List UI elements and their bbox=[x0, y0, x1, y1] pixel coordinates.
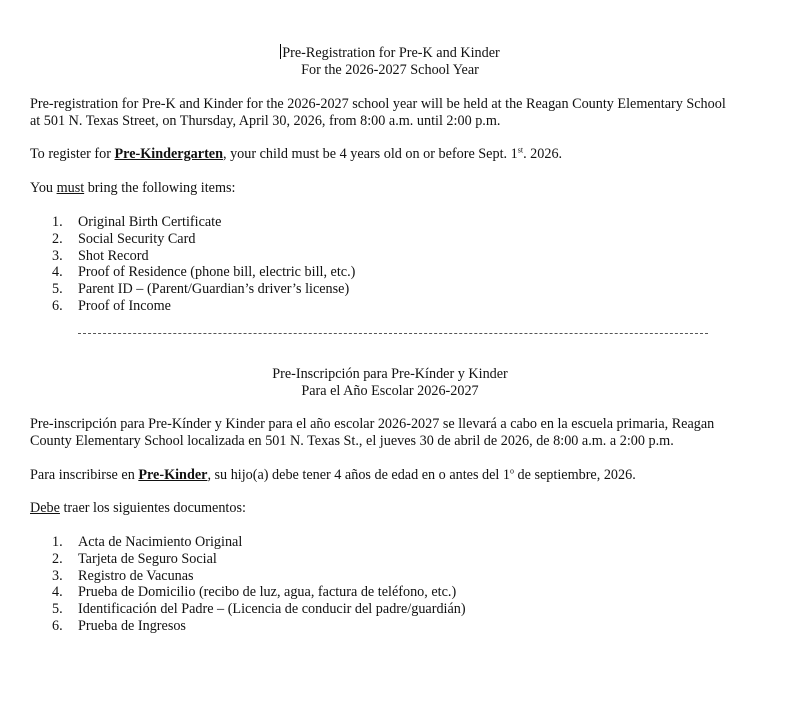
section-divider bbox=[78, 333, 708, 334]
spanish-items-list bbox=[52, 534, 466, 635]
list-item: 1. Acta de Nacimiento Original bbox=[52, 534, 243, 550]
english-items-list bbox=[52, 214, 355, 315]
english-subtitle: For the 2026-2027 School Year bbox=[301, 62, 479, 78]
age-superscript: o bbox=[510, 466, 514, 476]
spanish-bring-heading bbox=[30, 500, 790, 517]
age-middle: , su hijo(a) debe tener 4 años de edad en o antes del 1 bbox=[207, 467, 510, 483]
list-item: 3. Registro de Vacunas bbox=[52, 567, 194, 584]
list-item: 3. Shot Record bbox=[52, 247, 149, 264]
english-title bbox=[0, 44, 780, 62]
list-item: 5. Parent ID – (Parent/Guardian’s driver’s license) bbox=[52, 281, 350, 298]
spanish-intro bbox=[30, 416, 790, 450]
spanish-age-requirement bbox=[30, 467, 790, 484]
list-item: 5. Identificación del Padre – (Licencia de conducir del padre/guardián) bbox=[52, 601, 466, 618]
age-prefix: Para inscribirse en bbox=[30, 467, 139, 483]
spanish-title: Pre-Inscripción para Pre-Kínder y Kinder bbox=[272, 366, 508, 382]
age-prefix: To register for bbox=[30, 146, 115, 162]
age-middle: , your child must be 4 years old on or before Sept. 1 bbox=[222, 146, 518, 162]
age-suffix: . 2026. bbox=[523, 146, 563, 162]
list-item: 1. Original Birth Certificate bbox=[52, 214, 222, 230]
bring-prefix: You bbox=[30, 180, 57, 196]
english-title-line1: Pre-Registration for Pre-K and Kinder bbox=[282, 45, 500, 61]
age-superscript: st bbox=[517, 145, 524, 155]
spanish-intro-line1: Pre-inscripción para Pre-Kínder y Kinder para el año escolar 2026-2027 se llevará a cabo en la escuela primaria, Reagan bbox=[30, 416, 715, 432]
english-intro bbox=[30, 96, 790, 130]
must-underlined: must bbox=[56, 180, 85, 196]
debe-underlined: Debe bbox=[30, 500, 60, 516]
list-item: 6. Proof of Income bbox=[52, 297, 171, 314]
english-age-requirement bbox=[30, 146, 790, 163]
bring-suffix: traer los siguientes documentos: bbox=[59, 500, 246, 516]
list-item: 4. Proof of Residence (phone bill, electric bill, etc.) bbox=[52, 264, 356, 281]
english-bring-heading bbox=[30, 180, 790, 197]
english-intro-line2: at 501 N. Texas Street, on Thursday, April 30, 2026, from 8:00 a.m. until 2:00 p.m. bbox=[30, 113, 501, 129]
bring-suffix: bring the following items: bbox=[84, 180, 236, 196]
list-item: 6. Prueba de Ingresos bbox=[52, 617, 186, 634]
pre-kindergarten-label: Pre-Kindergarten bbox=[114, 146, 223, 162]
age-suffix: de septiembre, 2026. bbox=[514, 467, 636, 483]
list-item: 2. Social Security Card bbox=[52, 230, 196, 247]
list-item: 4. Prueba de Domicilio (recibo de luz, agua, factura de teléfono, etc.) bbox=[52, 584, 457, 601]
pre-kinder-label: Pre-Kinder bbox=[138, 467, 208, 483]
list-item: 2. Tarjeta de Seguro Social bbox=[52, 550, 217, 567]
spanish-subtitle: Para el Año Escolar 2026-2027 bbox=[301, 383, 479, 399]
spanish-intro-line2: County Elementary School localizada en 501 N. Texas St., el jueves 30 de abril de 2026, de 8:00 a.m. a 2:00 p.m. bbox=[30, 433, 674, 449]
english-intro-line1: Pre-registration for Pre-K and Kinder for the 2026-2027 school year will be held at the Reagan County Elementary School bbox=[30, 96, 726, 112]
